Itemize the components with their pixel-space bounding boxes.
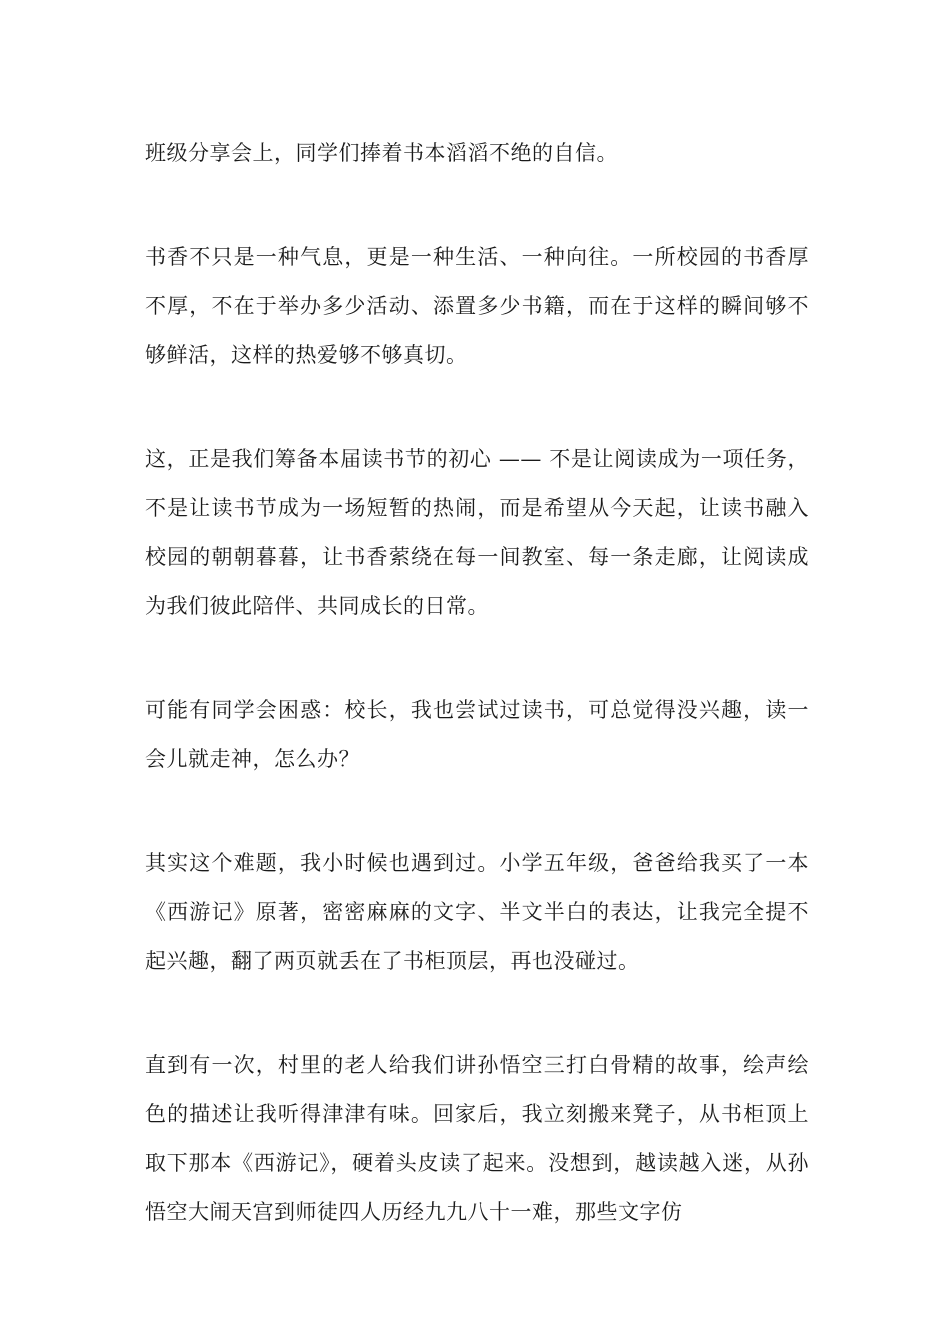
- paragraph-4: 可能有同学会困惑：校长，我也尝试过读书，可总觉得没兴趣，读一会儿就走神，怎么办？: [145, 698, 809, 771]
- paragraph-1: 班级分享会上，同学们捧着书本滔滔不绝的自信。: [145, 141, 618, 165]
- document-body: [145, 129, 809, 1292]
- paragraph-6: 直到有一次，村里的老人给我们讲孙悟空三打白骨精的故事，绘声绘色的描述让我听得津津有味。回家后，我立刻搬来凳子，从书柜顶上取下那本《西游记》，硬着头皮读了起来。没想到，越读越入迷，从孙悟空大闹天宫到师徒四人历经九九八十一难，那些文字仿: [145, 1053, 809, 1224]
- paragraph-5: 其实这个难题，我小时候也遇到过。小学五年级，爸爸给我买了一本《西游记》原著，密密麻麻的文字、半文半白的表达，让我完全提不起兴趣，翻了两页就丢在了书柜顶层，再也没碰过。: [145, 851, 809, 973]
- paragraph-3: 这，正是我们筹备本届读书节的初心 —— 不是让阅读成为一项任务，不是让读书节成为一场短暂的热闹，而是希望从今天起，让读书融入校园的朝朝暮暮，让书香萦绕在每一间教室、每一条走廊，让阅读成为我们彼此陪伴、共同成长的日常。: [145, 447, 809, 618]
- paragraph-2: 书香不只是一种气息，更是一种生活、一种向往。一所校园的书香厚不厚，不在于举办多少活动、添置多少书籍，而在于这样的瞬间够不够鲜活，这样的热爱够不够真切。: [145, 245, 809, 367]
